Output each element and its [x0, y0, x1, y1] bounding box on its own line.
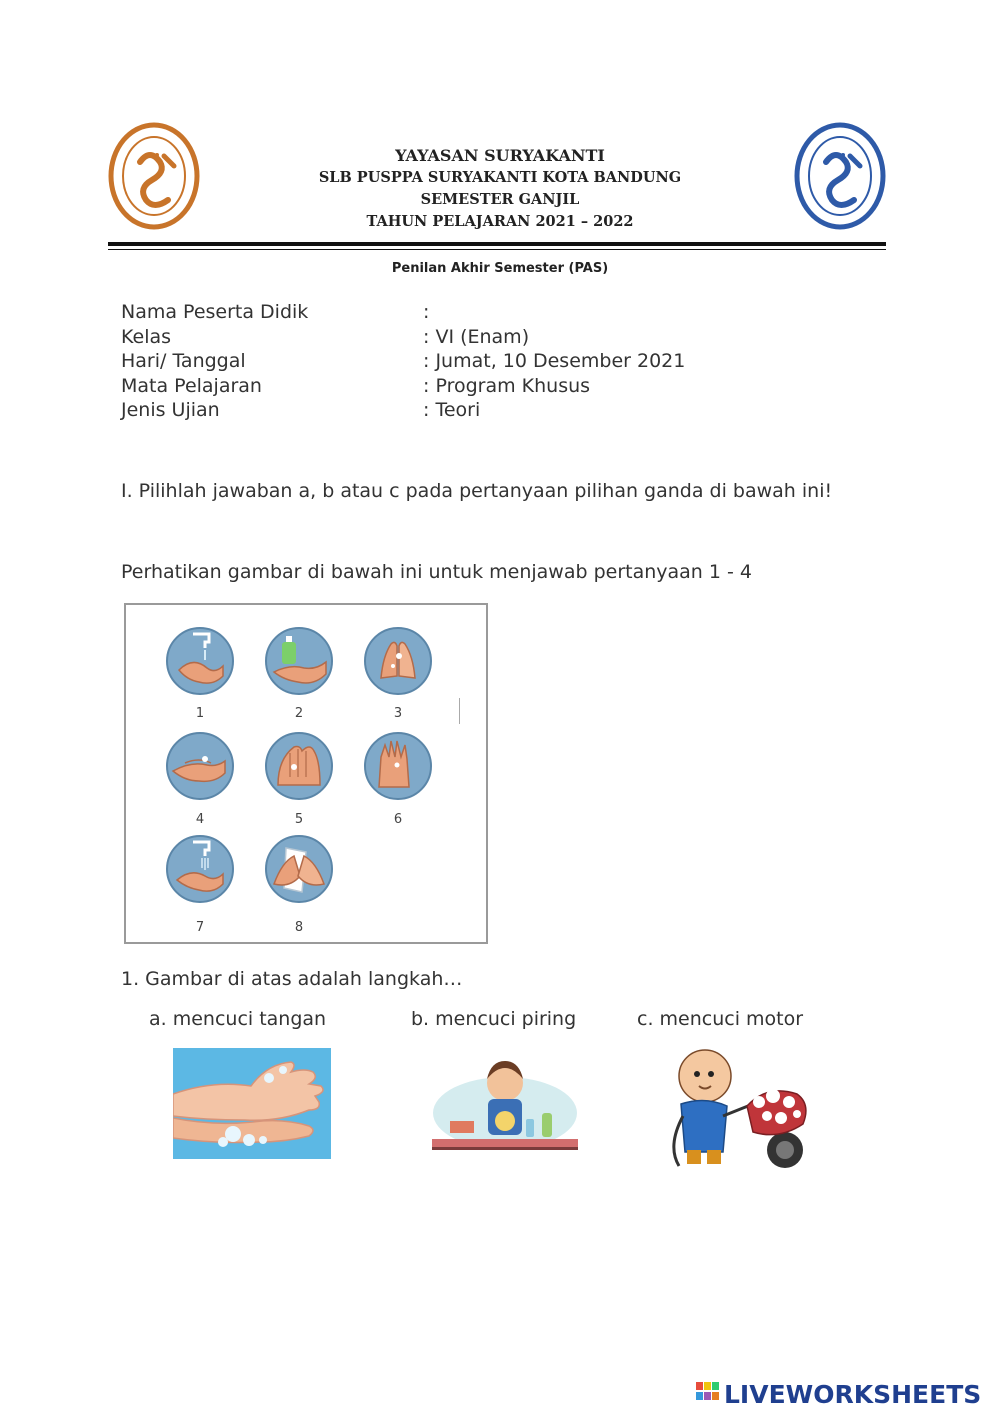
- step-5-interlace-fingers-icon: [264, 731, 334, 801]
- student-info: [121, 300, 721, 423]
- step-2-apply-soap-icon: [264, 626, 334, 696]
- question-1-text: 1. Gambar di atas adalah langkah…: [121, 968, 463, 990]
- step-label: 8: [294, 920, 304, 935]
- info-row-name: [121, 300, 721, 325]
- step-label: 3: [393, 706, 403, 721]
- info-label: Mata Pelajaran: [121, 374, 262, 397]
- academic-year: TAHUN PELAJARAN 2021 – 2022: [366, 213, 634, 230]
- step-label: 5: [294, 812, 304, 827]
- option-b[interactable]: b. mencuci piring: [411, 1008, 577, 1030]
- watermark-text: LIVEWORKSHEETS: [724, 1380, 982, 1409]
- school-logo-right: [794, 122, 886, 230]
- foundation-name: YAYASAN SURYAKANTI: [395, 146, 605, 165]
- info-value: : Jumat, 10 Desember 2021: [423, 350, 686, 372]
- handwashing-illustration: [173, 1048, 331, 1159]
- header-divider-thick: [108, 242, 886, 246]
- info-row-subject: [121, 374, 721, 399]
- name-field[interactable]: :: [423, 301, 430, 323]
- step-label: 4: [195, 812, 205, 827]
- image-crop-edge: [459, 698, 460, 724]
- step-label: 7: [195, 920, 205, 935]
- header-divider-thin: [108, 249, 886, 250]
- liveworksheets-logo-icon: [696, 1382, 719, 1400]
- motorbike-washing-illustration: [663, 1046, 815, 1176]
- option-a[interactable]: a. mencuci tangan: [149, 1008, 327, 1030]
- step-label: 2: [294, 706, 304, 721]
- info-label: Kelas: [121, 325, 172, 348]
- dishwashing-illustration: [430, 1055, 580, 1155]
- school-logo-left: [108, 122, 200, 230]
- liveworksheets-watermark: [696, 1377, 994, 1409]
- step-label: 6: [393, 812, 403, 827]
- exam-subtitle: Penilan Akhir Semester (PAS): [391, 261, 609, 276]
- semester-label: SEMESTER GANJIL: [420, 191, 580, 208]
- handwashing-steps-figure: [124, 603, 488, 944]
- instruction-text: I. Pilihlah jawaban a, b atau c pada pertanyaan pilihan ganda di bawah ini!: [121, 480, 833, 502]
- option-c[interactable]: c. mencuci motor: [637, 1008, 804, 1030]
- step-4-back-of-hands-icon: [165, 731, 235, 801]
- step-8-dry-hands-icon: [264, 834, 334, 904]
- info-value: : Program Khusus: [423, 374, 591, 397]
- picture-note: Perhatikan gambar di bawah ini untuk menjawab pertanyaan 1 - 4: [121, 561, 752, 583]
- info-label: Hari/ Tanggal: [121, 350, 246, 372]
- step-3-rub-palms-icon: [363, 626, 433, 696]
- step-7-rinse-hands-icon: [165, 834, 235, 904]
- info-label: Nama Peserta Didik: [121, 301, 309, 323]
- info-row-class: [121, 325, 721, 350]
- info-label: Jenis Ujian: [121, 399, 220, 421]
- step-1-wet-hands-icon: [165, 626, 235, 696]
- school-name: SLB PUSPPA SURYAKANTI KOTA BANDUNG: [318, 169, 682, 186]
- info-value: : Teori: [423, 399, 481, 421]
- step-6-fingertips-icon: [363, 731, 433, 801]
- step-label: 1: [195, 706, 205, 721]
- info-row-exam-type: [121, 398, 721, 423]
- info-value: : VI (Enam): [423, 325, 530, 348]
- info-row-date: [121, 349, 721, 374]
